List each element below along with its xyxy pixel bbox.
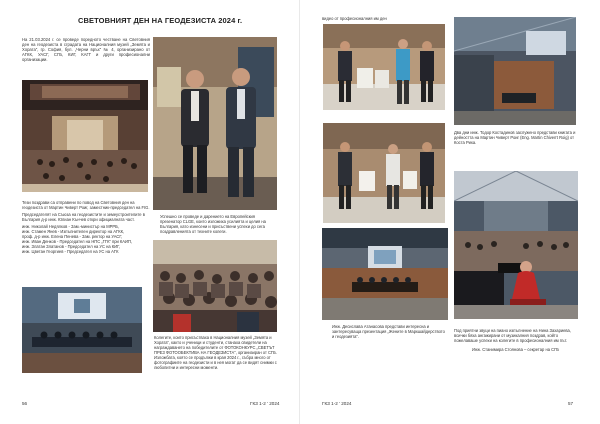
journal-footer-right: ГКЗ 1-2 ’ 2024 xyxy=(322,401,352,406)
page-number-left: 56 xyxy=(22,401,28,406)
journal-footer-left: ГКЗ 1-2 ’ 2024 xyxy=(250,401,280,406)
author-credit: Инж. Станимира Стоянова – секретар на СГБ xyxy=(472,347,559,352)
right-page xyxy=(300,0,600,424)
center-caption: Успешно се проведе и дарението на Европейския презенатор CLGE, които изложиха усилията и целия на България, като изнесени и присъствени успехи до сега поздравленията от техните колеги. xyxy=(160,214,266,234)
photo-museum-hall xyxy=(22,80,148,192)
photo-stage-presentation xyxy=(22,287,142,373)
intro-paragraph: На 21.03.2024 г. се проведе поредното честване на Световния ден на геодезиста в сградата на Националния музей „Земята и Хората“, гр. София, бул. „Черни връх“ № 4, организирано от АГКК, УАСГ, СГБ, КИГ, КАГГ и други професионални организации. xyxy=(22,37,150,63)
photo-two-speakers xyxy=(153,37,277,210)
photo-atrium xyxy=(454,17,576,125)
photo-presentation-handout xyxy=(323,123,445,223)
page-number-right: 57 xyxy=(568,401,574,406)
right-caption: Два дни инж. Тодор Костадинов заслужено представи книгата и дейността на Мартин Чиверт Роиг (Eng. Martin Chiverrt Roig) от Коста Рика. xyxy=(454,130,576,145)
left-caption: Тези поздрави са отправени по повод на Световния ден на геодезиста от Мартин Чиверт Роиг, заместник-председател на FIG. Председателят на Съюза на геодезистите и земеустроителите в България д-р инж. Юлиан Кънчев откри официалната част. инж. Николай Недялков - Зам.-министър на МРРБ, инж. Стамен Янев - Изпълнителен директор на АГКК, проф. д-р инж. Елена Пенева - Зам. ректор на УАСГ, инж. Иван Денков - Председател на НПС „ГГК“ при КАИП, инж. Златан Златанов - Председател на УС на КИГ, инж. Цветан Георгиев - Председател на УС на АГК xyxy=(22,200,150,254)
photo-hall-screen xyxy=(322,228,448,320)
bottom-caption-right: Под приятни звуци на пиано изпълнение на Нина Захариева, всички бяха ангажирани от музикалния поздрав, който пожелаваше успехи на колегите в професионалния им път. xyxy=(454,328,571,343)
middle-caption: Инж. Десислава Атанасова представи интересна и зантересуваща презентация „Жените в Маркшайдерството и геодезията“. xyxy=(332,324,445,339)
top-caption: видео от професионалния им ден xyxy=(322,16,387,21)
article-title: СВЕТОВНИЯТ ДЕН НА ГЕОДЕЗИСТА 2024 г. xyxy=(78,16,243,25)
photo-piano xyxy=(454,171,578,319)
photo-audience xyxy=(153,240,277,332)
photo-group-exhibit xyxy=(323,24,445,110)
bottom-caption: Колегите, които присъстваха в Националния музей „Земята и Хората“, както и ученици и студенти, станаха свидетели на награждаването на победителите от ФОТОКОНКУРС „СВЕТЪТ ПРЕЗ ФОТООБЕКТИВА НА ГЕОДЕЗИСТА“, организиран от СГБ. Изложбата, която се продължи в края 2024 г., събра много от фотографиите на геодезисти и в нея могат да се видят снимки с любопитни и интересни моменти. xyxy=(154,335,277,370)
